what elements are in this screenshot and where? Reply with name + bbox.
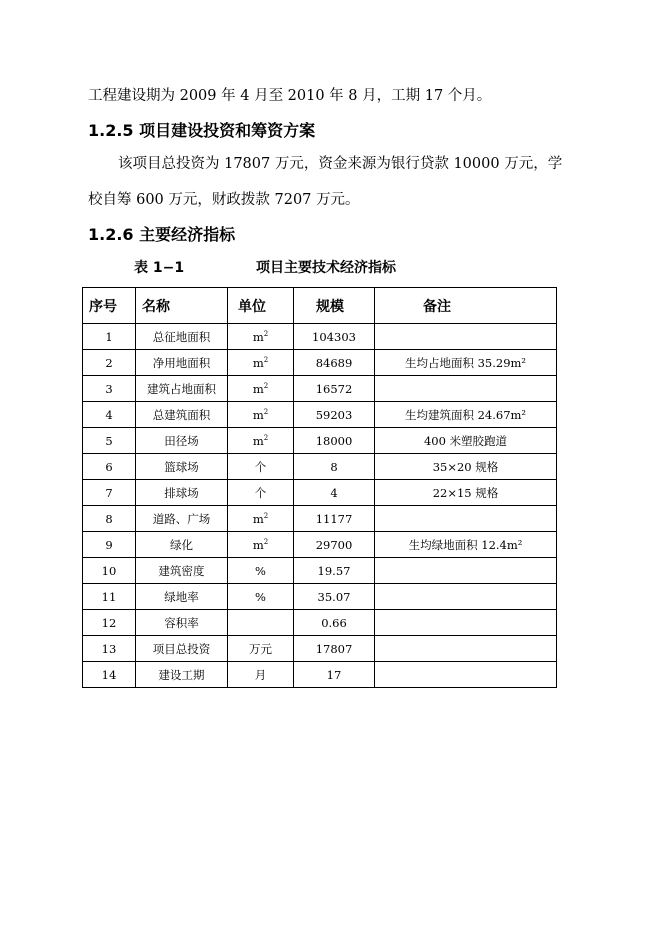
cell-unit: [228, 454, 294, 480]
investment-text-line-2: 校自筹 600 万元，财政拨款 7207 万元。: [88, 192, 360, 208]
cell-no-text: 13: [101, 641, 117, 656]
cell-name: [136, 662, 228, 688]
cell-scale-text: 104303: [312, 329, 356, 344]
cell-note: [375, 350, 557, 376]
cell-name-text: 总征地面积: [152, 329, 211, 344]
cell-no: [83, 662, 136, 688]
cell-no-text: 8: [105, 511, 113, 526]
cell-scale: [294, 558, 375, 584]
cell-unit: [228, 402, 294, 428]
unit-superscript: 2: [263, 511, 269, 520]
economic-indicators-table: [82, 287, 557, 688]
cell-name-text: 容积率: [164, 615, 199, 630]
table-row: [83, 480, 557, 506]
cell-unit: [228, 558, 294, 584]
unit-superscript: 2: [263, 381, 269, 390]
cell-no-text: 3: [105, 381, 113, 396]
cell-scale-text: 17: [326, 667, 342, 682]
cell-unit: [228, 584, 294, 610]
cell-scale-text: 29700: [315, 537, 353, 552]
cell-name-text: 建筑占地面积: [147, 381, 216, 396]
cell-unit: [228, 636, 294, 662]
cell-note: [375, 480, 557, 506]
cell-name-text: 建筑密度: [158, 563, 205, 578]
cell-unit: [228, 350, 294, 376]
cell-note: [375, 558, 557, 584]
table-row: [83, 402, 557, 428]
cell-name: [136, 610, 228, 636]
cell-note: [375, 662, 557, 688]
cell-note-text: 22×15 规格: [432, 485, 499, 500]
cell-unit-text: m: [252, 407, 264, 422]
cell-name: [136, 584, 228, 610]
cell-no: [83, 324, 136, 350]
cell-name: [136, 454, 228, 480]
table-row: [83, 376, 557, 402]
cell-scale-text: 17807: [315, 641, 353, 656]
cell-name: [136, 636, 228, 662]
cell-no-text: 6: [105, 459, 113, 474]
cell-scale-text: 35.07: [317, 589, 351, 604]
table-row: [83, 662, 557, 688]
cell-no-text: 7: [105, 485, 113, 500]
unit-superscript: 2: [263, 537, 269, 546]
table-header-row: [83, 288, 557, 324]
cell-note-text: 生均绿地面积 12.4m²: [408, 537, 523, 552]
cell-unit-text: 个: [254, 459, 267, 474]
cell-unit-text: m: [252, 537, 264, 552]
cell-name-text: 项目总投资: [152, 641, 211, 656]
cell-unit-text: m: [252, 329, 264, 344]
cell-no-text: 2: [105, 355, 113, 370]
cell-note-text: 35×20 规格: [432, 459, 499, 474]
cell-scale: [294, 662, 375, 688]
cell-no: [83, 376, 136, 402]
cell-scale: [294, 428, 375, 454]
cell-unit-text: %: [255, 563, 266, 578]
cell-unit-text: m: [252, 355, 264, 370]
cell-scale: [294, 584, 375, 610]
cell-unit-text: m: [252, 381, 264, 396]
cell-name-text: 绿化: [170, 537, 193, 552]
unit-superscript: 2: [263, 407, 269, 416]
header-scale: 规模: [294, 288, 375, 324]
cell-note-text: 400 米塑胶跑道: [423, 433, 508, 448]
cell-name: [136, 558, 228, 584]
cell-name: [136, 506, 228, 532]
cell-scale: [294, 480, 375, 506]
cell-unit-text: m: [252, 433, 264, 448]
cell-unit-text: %: [255, 589, 266, 604]
cell-scale: [294, 506, 375, 532]
cell-scale-text: 11177: [315, 511, 353, 526]
cell-no: [83, 454, 136, 480]
cell-name: [136, 480, 228, 506]
cell-name-text: 绿地率: [164, 589, 199, 604]
cell-note: [375, 584, 557, 610]
cell-name-text: 排球场: [164, 485, 199, 500]
cell-name: [136, 428, 228, 454]
unit-superscript: 2: [263, 355, 269, 364]
table-row: [83, 636, 557, 662]
cell-note: [375, 376, 557, 402]
cell-no: [83, 636, 136, 662]
table-row: [83, 350, 557, 376]
cell-name-text: 道路、广场: [152, 511, 211, 526]
cell-note: [375, 402, 557, 428]
cell-no: [83, 402, 136, 428]
table-row: [83, 532, 557, 558]
construction-period-text: 工程建设期为 2009 年 4 月至 2010 年 8 月，工期 17 个月。: [88, 88, 492, 104]
cell-no: [83, 428, 136, 454]
cell-no: [83, 584, 136, 610]
table-row: [83, 428, 557, 454]
section-heading-investment: 1.2.5 项目建设投资和筹资方案: [88, 121, 316, 140]
cell-unit: [228, 324, 294, 350]
table-row: [83, 584, 557, 610]
cell-no: [83, 506, 136, 532]
table-title: 项目主要技术经济指标: [256, 260, 396, 276]
cell-unit-text: 万元: [249, 641, 272, 656]
header-unit: 单位: [228, 288, 294, 324]
cell-no-text: 12: [101, 615, 117, 630]
cell-scale: [294, 532, 375, 558]
cell-no: [83, 532, 136, 558]
cell-name: [136, 376, 228, 402]
cell-note-text: 生均建筑面积 24.67m²: [404, 407, 527, 422]
section-heading-indicators: 1.2.6 主要经济指标: [88, 225, 236, 244]
table-row: [83, 454, 557, 480]
header-name: 名称: [136, 288, 228, 324]
cell-no-text: 9: [105, 537, 113, 552]
cell-unit-text: m: [252, 511, 264, 526]
table-row: [83, 558, 557, 584]
cell-no-text: 14: [101, 667, 117, 682]
investment-text-line-1: 该项目总投资为 17807 万元，资金来源为银行贷款 10000 万元，学: [118, 156, 563, 172]
cell-note: [375, 428, 557, 454]
cell-no-text: 5: [105, 433, 113, 448]
cell-scale: [294, 324, 375, 350]
cell-scale: [294, 350, 375, 376]
cell-no: [83, 350, 136, 376]
cell-note: [375, 636, 557, 662]
cell-no-text: 11: [101, 589, 117, 604]
cell-scale-text: 84689: [315, 355, 353, 370]
table-row: [83, 324, 557, 350]
cell-scale-text: 8: [330, 459, 338, 474]
cell-scale: [294, 376, 375, 402]
cell-no-text: 10: [101, 563, 117, 578]
header-no: 序号: [83, 288, 136, 324]
cell-scale: [294, 454, 375, 480]
cell-no: [83, 558, 136, 584]
cell-name-text: 篮球场: [164, 459, 199, 474]
cell-name: [136, 532, 228, 558]
cell-name-text: 田径场: [164, 433, 199, 448]
cell-name-text: 净用地面积: [152, 355, 211, 370]
cell-unit: [228, 662, 294, 688]
cell-name: [136, 324, 228, 350]
cell-name: [136, 402, 228, 428]
cell-no: [83, 610, 136, 636]
cell-scale-text: 19.57: [317, 563, 351, 578]
cell-unit: [228, 480, 294, 506]
cell-note: [375, 610, 557, 636]
table-body: [83, 324, 557, 688]
cell-unit: [228, 376, 294, 402]
table-row: [83, 610, 557, 636]
cell-scale-text: 0.66: [321, 615, 347, 630]
cell-no: [83, 480, 136, 506]
table-number-label: 表 1−1: [134, 260, 185, 276]
cell-scale-text: 16572: [315, 381, 353, 396]
cell-unit-text: 月: [254, 667, 267, 682]
cell-name-text: 总建筑面积: [152, 407, 211, 422]
cell-scale-text: 4: [330, 485, 338, 500]
cell-scale: [294, 636, 375, 662]
cell-scale-text: 18000: [315, 433, 353, 448]
cell-scale: [294, 402, 375, 428]
cell-unit: [228, 610, 294, 636]
cell-note: [375, 532, 557, 558]
cell-unit: [228, 506, 294, 532]
table-row: [83, 506, 557, 532]
cell-scale-text: 59203: [315, 407, 353, 422]
cell-scale: [294, 610, 375, 636]
cell-name: [136, 350, 228, 376]
cell-no-text: 1: [105, 329, 113, 344]
cell-name-text: 建设工期: [158, 667, 205, 682]
cell-unit-text: 个: [254, 485, 267, 500]
cell-unit: [228, 532, 294, 558]
unit-superscript: 2: [263, 433, 269, 442]
header-note: 备注: [375, 288, 557, 324]
cell-unit: [228, 428, 294, 454]
cell-note: [375, 506, 557, 532]
cell-no-text: 4: [105, 407, 113, 422]
cell-note-text: 生均占地面积 35.29m²: [404, 355, 527, 370]
cell-note: [375, 454, 557, 480]
cell-note: [375, 324, 557, 350]
unit-superscript: 2: [263, 329, 269, 338]
